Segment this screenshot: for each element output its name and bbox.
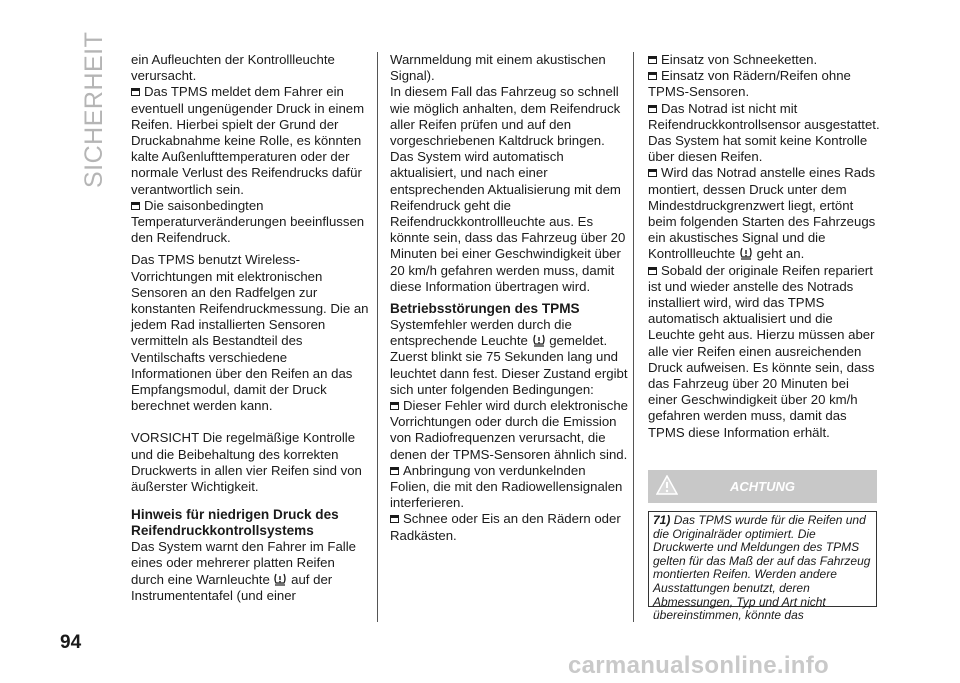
section-heading: Hinweis für niedrigen Druck des Reifendruckkontrollsystems [131,507,339,539]
paragraph: Das System warnt den Fahrer im Falle eines oder mehrerer platten Reifen durch eine Warnleuchte auf der Instrumententafel (und einer [131,539,356,603]
bullet-square-icon [648,105,657,113]
bullet-paragraph: Dieser Fehler wird durch elektronische Vorrichtungen oder durch die Emission von Radiofrequenzen verursacht, die denen der TPMS-Sensoren ähnlich sind. [390,398,629,462]
text-column-1 [131,52,371,604]
bullet-square-icon [648,169,657,177]
watermark: carmanualsonline.info [568,652,830,679]
column-divider-2 [633,52,634,622]
paragraph: In diesem Fall das Fahrzeug so schnell wie möglich anhalten, dem Reifendruck aller Reifen prüfen und auf den vorgeschriebenen Kaltdruck bringen. Das System wird automatisch aktualisiert, und nach einer entsprechenden Aktualisierung mit dem Reifendruck geht die Reifendruckkontrollleuchte aus. Es könnte sein, dass das Fahrzeug über 20 Minuten bei einer Geschwindigkeit über 20 km/h gefahren werden muss, damit diese Information übertragen wird. [390,84,626,294]
bullet-square-icon [390,515,399,523]
bullet-paragraph: Schnee oder Eis an den Rädern oder Radkästen. [390,511,621,543]
bullet-paragraph: Das Notrad ist nicht mit Reifendruckkontrollsensor ausgestattet. Das System hat somit keine Kontrolle über diesen Reifen. [648,100,880,165]
bullet-square-icon [648,267,657,275]
caution-paragraph: VORSICHT Die regelmäßige Kontrolle und die Beibehaltung des korrekten Druckwerts in allen vier Reifen sind von äußerster Wichtigkeit. [131,430,362,495]
bullet-paragraph: Wird das Notrad anstelle eines Rads montiert, dessen Druck unter dem Mindestdruckgrenzwert liegt, ertönt beim folgenden Starten des Fahrzeugs ein akustisches Signal und die Kontrollleuchte geht an. [648,165,876,262]
bullet-square-icon [648,56,657,64]
bullet-square-icon [131,88,140,96]
tpms-warning-icon [532,333,546,347]
paragraph: ein Aufleuchten der Kontrollleuchte verursacht. [131,52,335,84]
paragraph: Das TPMS benutzt Wireless-Vorrichtungen mit elektronischen Sensoren an den Radfelgen zur konstanten Reifendruckmessung. Die an jedem Rad installierten Sensoren vermitteln als Bestandteil des Ventilschafts verschiedene Informationen über den Reifen an das Empfangsmodul, damit der Druck berechnet werden kann. [131,252,369,414]
bullet-square-icon [390,467,399,475]
text-column-2 [390,52,628,544]
bullet-paragraph: Das TPMS meldet dem Fahrer ein eventuell ungenügender Druck in einem Reifen. Hierbei spielt der Grund der Druckabnahme keine Rolle, es könnten kalte Außenlufttemperaturen oder der normale Verlust des Reifendrucks dafür verantwortlich sein. [131,84,365,197]
bullet-paragraph: Sobald der originale Reifen repariert ist und wieder anstelle des Notrads installiert wird, wird das TPMS automatisch aktualisiert und die Leuchte geht aus. Hierzu müssen aber alle vier Reifen einen ausreichenden Druck aufweisen. Es könnte sein, dass das Fahrzeug über 20 Minuten bei einer Geschwindigkeit über 20 km/h gefahren werden muss, damit das TPMS diese Information erhält. [648,262,875,440]
bullet-square-icon [131,202,140,210]
bullet-paragraph: Die saisonbedingten Temperaturveränderungen beeinflussen den Reifendruck. [131,197,365,246]
warning-title: ACHTUNG [730,479,795,494]
bullet-square-icon [390,402,399,410]
section-title-vertical [80,31,110,188]
section-title-text: SICHERHEIT [80,31,108,188]
column-divider-1 [377,52,378,622]
tpms-warning-icon [273,572,287,586]
warning-number: 71) [653,513,671,527]
bullet-paragraph: Einsatz von Rädern/Reifen ohne TPMS-Sensoren. [648,68,851,100]
bullet-paragraph: Anbringung von verdunkelnden Folien, die mit den Radiowellensignalen interferieren. [390,462,623,511]
warning-box [648,470,877,623]
warning-text: 71) Das TPMS wurde für die Reifen und die Originalräder optimiert. Die Druckwerte und Meldungen des TPMS gelten für das Maß der auf das Fahrzeug montierten Reifen. Werden andere Ausstattungen benutzt, deren Abmessungen, Typ und Art nicht übereinstimmen, könnte das [648,511,877,607]
paragraph: Systemfehler werden durch die entsprechende Leuchte gemeldet. Zuerst blinkt sie 75 Sekunden lang und leuchtet dann fest. Dieser Zustand ergibt sich unter folgenden Bedingungen: [390,317,628,397]
bullet-square-icon [648,72,657,80]
section-heading: Betriebsstörungen des TPMS [390,301,580,317]
text-column-3 [648,52,880,441]
bullet-paragraph: Einsatz von Schneeketten. [648,52,880,68]
paragraph: Warnmeldung mit einem akustischen Signal). [390,52,606,84]
warning-header [648,470,877,503]
tpms-warning-icon [739,246,753,260]
page-number: 94 [60,632,82,653]
